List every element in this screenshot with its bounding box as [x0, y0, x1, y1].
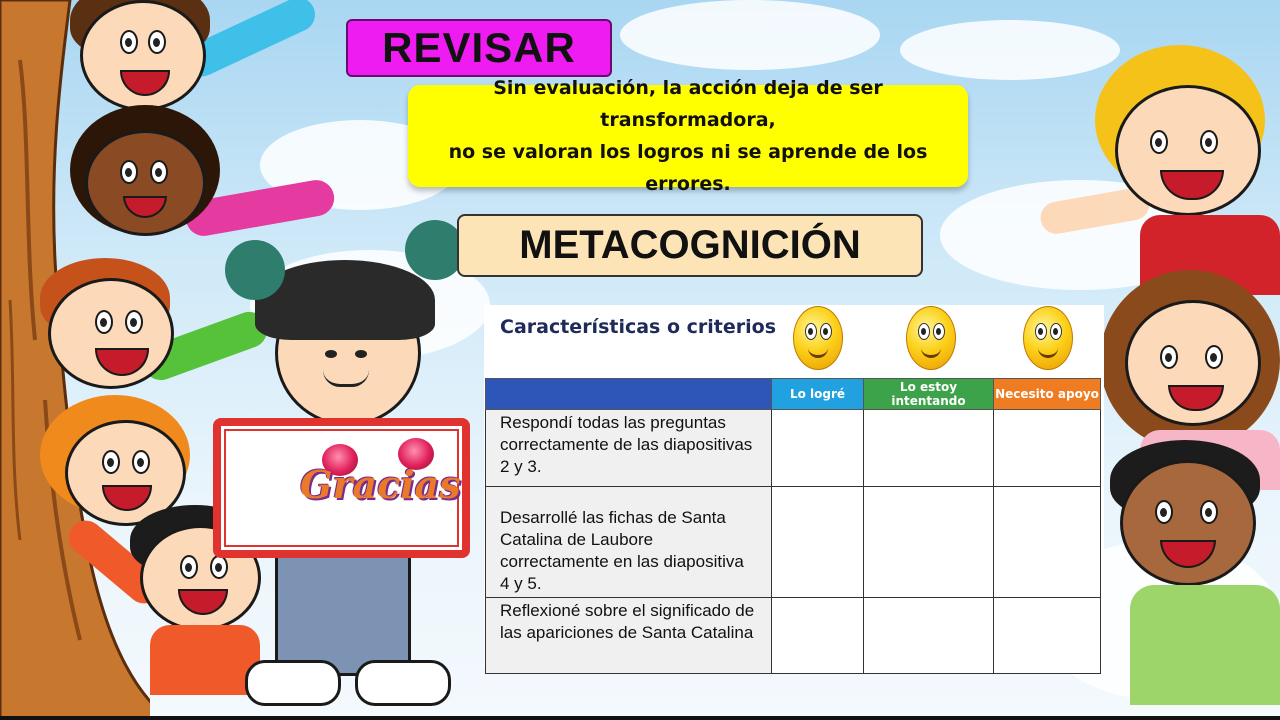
cloud-decoration	[620, 0, 880, 70]
table-header-row	[486, 379, 1101, 410]
rating-cell-necesito-apoyo[interactable]	[994, 410, 1101, 487]
evaluation-note	[408, 77, 968, 195]
rating-cell-necesito-apoyo[interactable]	[994, 598, 1101, 674]
revisar-title: REVISAR	[346, 19, 612, 77]
table-row	[486, 410, 1101, 487]
criteria-heading: Características o criterios	[500, 316, 777, 338]
sign-text: Gracias	[300, 462, 461, 507]
kid-illustration-6	[1080, 45, 1280, 285]
criteria-column-header	[486, 379, 772, 410]
rating-cell-lo-estoy-intentando[interactable]	[864, 598, 994, 674]
evaluation-note-line: Sin evaluación, la acción deja de ser transformadora,	[493, 77, 883, 131]
table-row	[486, 598, 1101, 674]
column-header-necesito-apoyo: Necesito apoyo	[994, 379, 1101, 410]
kid-illustration-1	[70, 0, 270, 120]
rating-cell-lo-estoy-intentando[interactable]	[864, 410, 994, 487]
rating-cell-lo-estoy-intentando[interactable]	[864, 487, 994, 598]
happy-face-icon	[793, 306, 843, 370]
column-header-lo-logre: Lo logré	[772, 379, 864, 410]
criterion-text: Desarrollé las fichas de Santa Catalina de Laubore correctamente en las diapositiva 4 y 5.	[486, 487, 772, 598]
smiling-face-icon	[906, 306, 956, 370]
kid-illustration-8	[1110, 440, 1280, 700]
metacognicion-title: METACOGNICIÓN	[457, 214, 923, 277]
evaluation-note-line: no se valoran los logros ni se aprende de los errores.	[448, 141, 928, 195]
rating-cell-lo-logre[interactable]	[772, 598, 864, 674]
column-header-lo-estoy-intentando: Lo estoy intentando	[864, 379, 994, 410]
criterion-text: Reflexioné sobre el significado de las apariciones de Santa Catalina	[486, 598, 772, 674]
metacognition-rubric-table	[485, 378, 1101, 674]
rating-cell-lo-logre[interactable]	[772, 487, 864, 598]
slide-bottom-border	[0, 716, 1280, 720]
rating-cell-lo-logre[interactable]	[772, 410, 864, 487]
table-row	[486, 487, 1101, 598]
criterion-text: Respondí todas las preguntas correctamente de las diapositivas 2 y 3.	[486, 410, 772, 487]
waving-face-icon	[1023, 306, 1073, 370]
rating-cell-necesito-apoyo[interactable]	[994, 487, 1101, 598]
